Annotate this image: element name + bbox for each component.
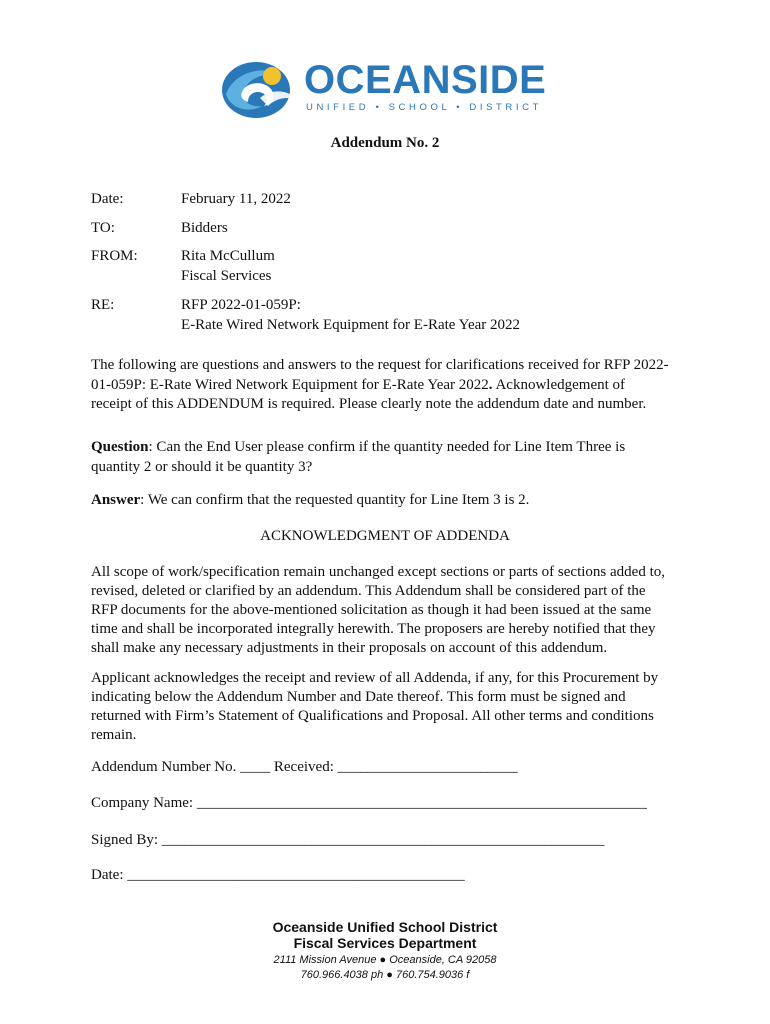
intro-line-2b: .	[488, 376, 493, 393]
district-logo	[220, 58, 552, 120]
intro-line-3: receipt of this ADDENDUM is required. Please clearly note the addendum date and number.	[91, 396, 647, 412]
from-dept: Fiscal Services	[181, 268, 272, 284]
addendum-number-field[interactable]: Addendum Number No. ____ Received: ________________________	[91, 759, 518, 775]
scope-line: revised, deleted or clarified by an addendum. This Addendum shall be considered part of the	[91, 583, 646, 599]
scope-line: time and shall be incorporated integrally herewith. The proposers are hereby notified that they	[91, 621, 656, 637]
footer-dept: Fiscal Services Department	[293, 935, 477, 951]
question-label: Question	[91, 439, 149, 455]
to-label: TO:	[91, 220, 115, 236]
from-name: Rita McCullum	[181, 248, 275, 264]
scope-paragraph	[91, 563, 671, 658]
answer-text: : We can confirm that the requested quantity for Line Item 3 is 2.	[140, 492, 530, 508]
applicant-line: remain.	[91, 727, 137, 743]
logo-wordmark: OCEANSIDE	[304, 58, 547, 102]
answer-block	[91, 491, 671, 511]
applicant-line: indicating below the Addendum Number and Date thereof. This form must be signed and	[91, 689, 626, 705]
footer-address: 2111 Mission Avenue ● Oceanside, CA 92058	[273, 954, 497, 966]
wave-emblem-icon	[220, 58, 300, 120]
applicant-line: Applicant acknowledges the receipt and review of all Addenda, if any, for this Procurement by	[91, 670, 659, 686]
question-line-2: quantity 2 or should it be quantity 3?	[91, 458, 313, 475]
intro-line-1: The following are questions and answers to the request for clarifications received for RFP 2022-	[91, 357, 669, 373]
scope-line: All scope of work/specification remain unchanged except sections or parts of sections added to,	[91, 564, 665, 580]
question-text: : Can the End User please confirm if the quantity needed for Line Item Three is	[148, 439, 626, 455]
re-label: RE:	[91, 297, 115, 313]
re-line-1: RFP 2022-01-059P:	[181, 297, 301, 313]
applicant-line: returned with Firm’s Statement of Qualifications and Proposal. All other terms and conditions	[91, 708, 654, 724]
date-value: February 11, 2022	[181, 191, 291, 207]
question-line-1	[91, 438, 671, 458]
applicant-paragraph	[91, 669, 671, 745]
scope-line: shall make any necessary adjustments in their proposals on account of this addendum.	[91, 640, 608, 656]
date-label: Date:	[91, 191, 124, 207]
to-value: Bidders	[181, 220, 228, 236]
logo-subtitle: UNIFIED • SCHOOL • DISTRICT	[306, 102, 542, 113]
intro-paragraph	[91, 356, 671, 415]
from-label: FROM:	[91, 248, 138, 264]
footer-org: Oceanside Unified School District	[272, 919, 498, 935]
footer-phone: 760.966.4038 ph ● 760.754.9036 f	[300, 969, 470, 981]
footer	[0, 919, 770, 983]
company-name-field[interactable]: Company Name: ____________________________________________________________	[91, 795, 647, 811]
ack-heading: ACKNOWLEDGMENT OF ADDENDA	[260, 528, 510, 544]
signed-by-field[interactable]: Signed By: ___________________________________________________________	[91, 832, 605, 848]
addendum-title: Addendum No. 2	[330, 135, 440, 151]
intro-line-2c: Acknowledgement of	[492, 376, 626, 393]
intro-line-2a: 01-059P: E-Rate Wired Network Equipment for E-Rate Year 2022	[91, 376, 489, 393]
question-block	[91, 438, 671, 477]
answer-label: Answer	[91, 492, 141, 508]
date-field[interactable]: Date: _____________________________________________	[91, 867, 465, 883]
scope-line: RFP documents for the above-mentioned solicitation as though it had been issued at the same	[91, 602, 652, 618]
re-line-2: E-Rate Wired Network Equipment for E-Rate Year 2022	[181, 317, 521, 333]
intro-line-2	[91, 376, 671, 396]
